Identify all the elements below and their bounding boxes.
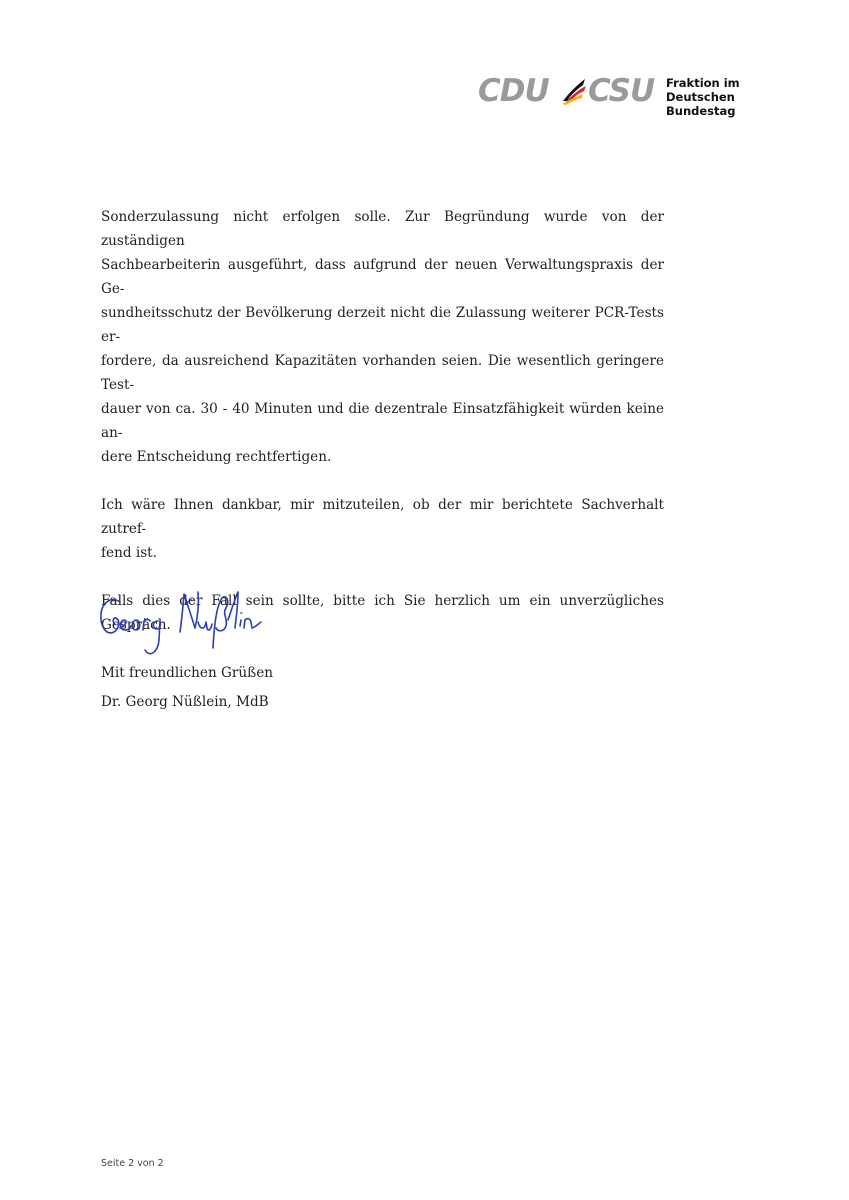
affiliation-text <box>666 76 788 118</box>
text-line: dauer von ca. 30 - 40 Minuten und die dezentrale Einsatzfähigkeit würden keine an- <box>101 401 664 441</box>
signer-name: Dr. Georg Nüßlein, MdB <box>101 694 269 710</box>
text-line: sundheitsschutz der Bevölkerung derzeit nicht die Zulassung weiterer PCR-Tests er- <box>101 305 664 345</box>
text-line: fend ist. <box>101 545 157 561</box>
text-line: Falls dies der Fall sein sollte, bitte ich Sie herzlich um ein unverzügliches Gespräch. <box>101 593 664 633</box>
affiliation-line-1: Fraktion im <box>666 76 740 90</box>
flag-swoosh-icon <box>559 77 587 105</box>
text-line: fordere, da ausreichend Kapazitäten vorhanden seien. Die wesentlich geringere Test- <box>101 353 664 393</box>
text-line: Sonderzulassung nicht erfolgen solle. Zur Begründung wurde von der zuständigen <box>101 209 664 249</box>
logo-csu-text: CSU <box>588 73 655 109</box>
paragraph <box>101 205 664 469</box>
logo-cdu-text: CDU <box>478 73 549 109</box>
text-line: Sachbearbeiterin ausgeführt, dass aufgrund der neuen Verwaltungspraxis der Ge- <box>101 257 664 297</box>
text-line: Ich wäre Ihnen dankbar, mir mitzuteilen, ob der mir berichtete Sachverhalt zutref- <box>101 497 664 537</box>
paragraph <box>101 493 664 565</box>
party-logo <box>478 73 788 118</box>
affiliation-line-2: Deutschen Bundestag <box>666 90 736 118</box>
handwritten-signature <box>98 588 268 670</box>
page-number: Seite 2 von 2 <box>101 1158 164 1169</box>
text-line: Mit freundlichen Grüßen <box>101 665 274 681</box>
text-line: dere Entscheidung rechtfertigen. <box>101 449 332 465</box>
